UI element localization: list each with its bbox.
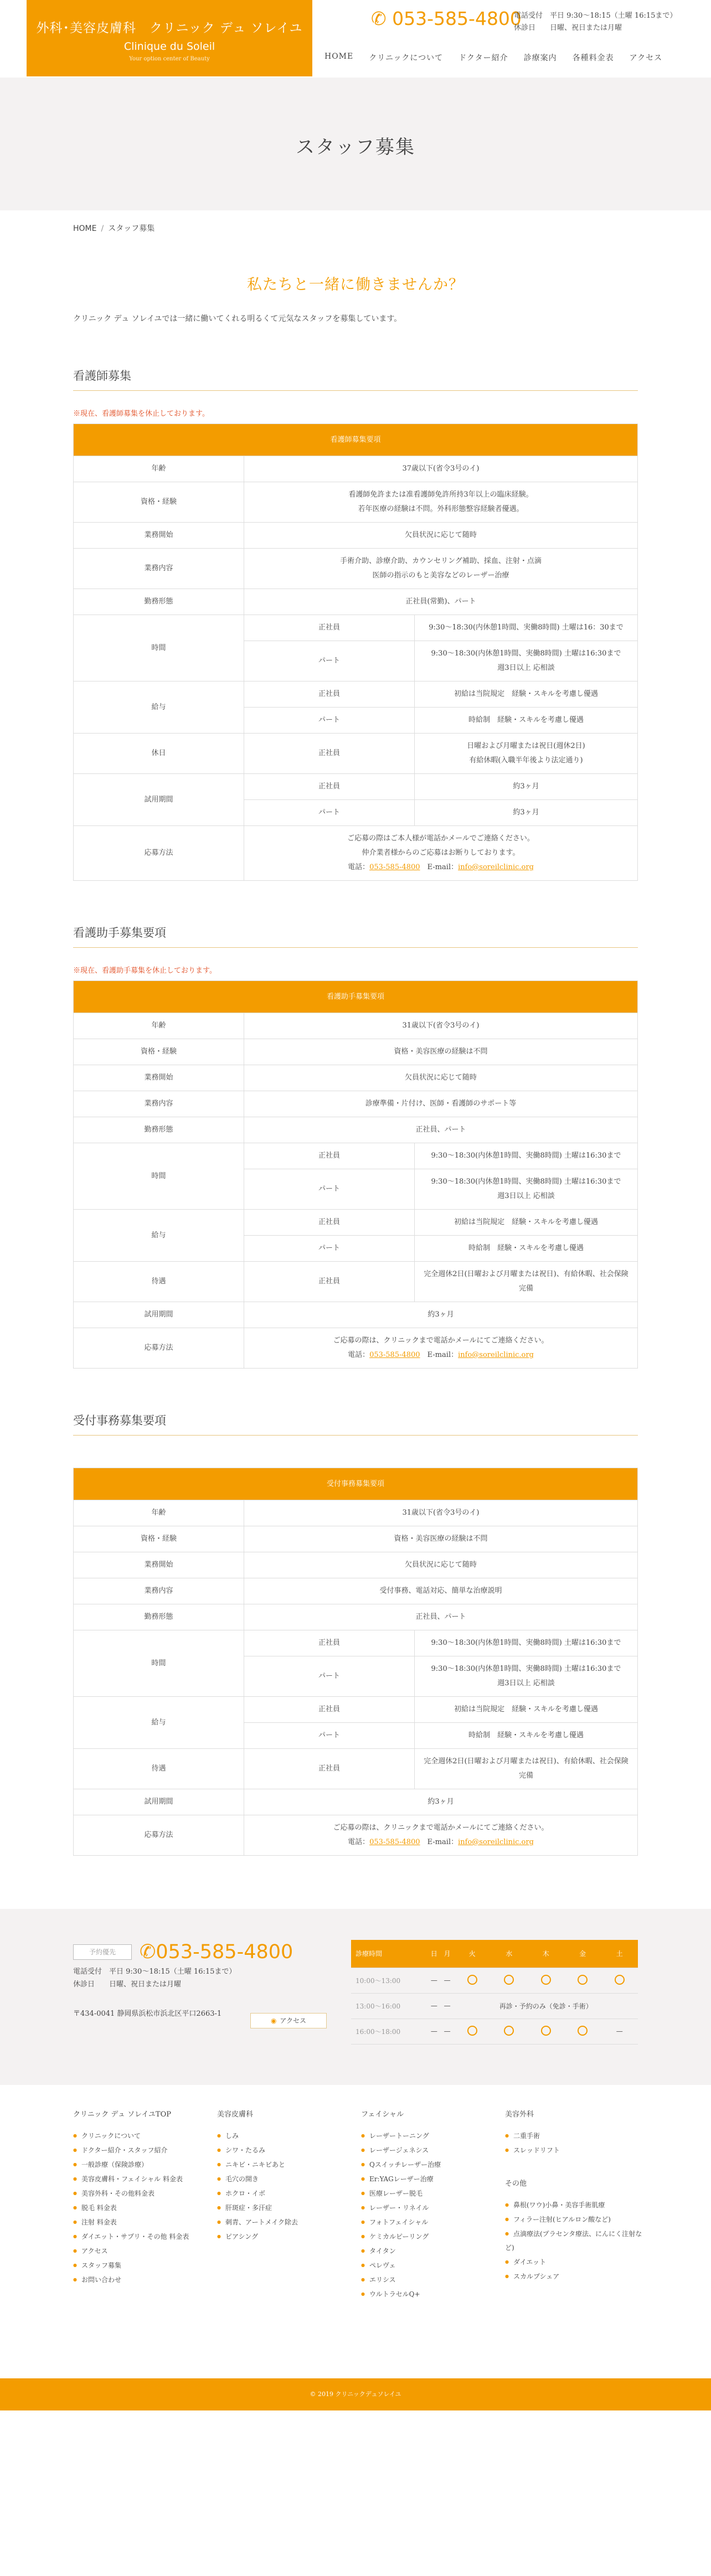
row-value: 時給制 経験・スキルを考慮し優遇: [415, 1723, 638, 1749]
apply-mail-link[interactable]: info@soreilclinic.org: [458, 1838, 534, 1846]
header-phone[interactable]: [371, 8, 522, 29]
schedule-day: 土: [601, 1940, 638, 1968]
row-value: 時給制 経験・スキルを考慮し優遇: [415, 708, 638, 734]
schedule-cell: —: [427, 1993, 441, 2019]
footer-contact: [0, 1909, 711, 2085]
row-label: 時間: [74, 1143, 244, 1210]
notice-nurse: ※現在、看護師募集を休止しております。: [73, 410, 209, 418]
row-value: 約3ヶ月: [244, 1302, 638, 1328]
text-line: 医師の指示のもと美容などのレーザー治療: [372, 571, 509, 580]
schedule-header: 診療時間: [351, 1940, 427, 1968]
schedule-cell: [454, 2019, 491, 2044]
row-label: 試用期間: [74, 1789, 244, 1815]
page-hero: [0, 78, 711, 210]
table-row: [74, 774, 638, 800]
text-line: 看護師免許または准看護師免許所持3年以上の臨床経験。: [348, 491, 533, 499]
footer-link[interactable]: ● レーザートーニング: [361, 2129, 499, 2143]
open-circle-icon: [504, 1975, 514, 1985]
schedule-cell: —: [441, 1968, 454, 1993]
footer-link[interactable]: ● お問い合わせ: [73, 2273, 212, 2287]
footer-link[interactable]: ● アクセス: [73, 2244, 212, 2258]
footer-col: [217, 2108, 356, 2244]
footer-col: [73, 2108, 212, 2287]
open-circle-icon: [467, 2026, 477, 2036]
apply-mail-link[interactable]: info@soreilclinic.org: [458, 863, 534, 871]
footer-link[interactable]: ● 鼻根(ワウ)小鼻・美容手術肌療: [505, 2198, 643, 2212]
row-value: 約3ヶ月: [415, 800, 638, 826]
open-circle-icon: [541, 1975, 551, 1985]
table-row: [74, 1143, 638, 1169]
row-label: 勤務形態: [74, 589, 244, 615]
footer-link[interactable]: ● クリニックについて: [73, 2129, 212, 2143]
schedule-note: 再診・予約のみ（免診・手術）: [454, 1993, 638, 2019]
footer-link[interactable]: ● シワ・たるみ: [217, 2143, 356, 2157]
nav-access[interactable]: アクセス: [629, 54, 663, 63]
footer-address: 〒434-0041 静岡県浜松市浜北区平口2663-1: [73, 2010, 222, 2018]
sub-label: パート: [244, 708, 415, 734]
sub-label: 正社員: [244, 615, 415, 641]
clinic-name-en: Clinique du Soleil: [123, 40, 215, 53]
table-row: [74, 549, 638, 589]
table-row: [74, 1815, 638, 1856]
apply-text: ご応募の際は、クリニックまで電話かメールにてご連絡ください。: [333, 1824, 549, 1832]
schedule-cell: [527, 1968, 564, 1993]
apply-text: ご応募の際はご本人様が電話かメールでご連絡ください。: [347, 834, 534, 843]
schedule-row: [351, 1968, 638, 1993]
table-row: [74, 1526, 638, 1552]
row-value: 約3ヶ月: [415, 774, 638, 800]
row-label: 応募方法: [74, 1815, 244, 1856]
table-row: [74, 1091, 638, 1117]
row-label: 試用期間: [74, 1302, 244, 1328]
open-circle-icon: [467, 1975, 477, 1985]
footer-link[interactable]: ● 医療レーザー脱毛: [361, 2186, 499, 2201]
footer-col: [361, 2108, 499, 2301]
row-value: [415, 1169, 638, 1210]
schedule-cell: —: [441, 1993, 454, 2019]
row-label: 業務開始: [74, 523, 244, 549]
schedule-cell: —: [601, 2019, 638, 2044]
schedule-cell: [564, 1968, 601, 1993]
schedule-cell: [601, 1968, 638, 1993]
schedule-day: 水: [491, 1940, 527, 1968]
schedule-cell: —: [427, 2019, 441, 2044]
table-row: [74, 1013, 638, 1039]
table-row: [74, 456, 638, 482]
table-row: [74, 1210, 638, 1236]
footer-col-title[interactable]: フェイシャル: [361, 2110, 404, 2119]
row-value: 37歳以下(省令3号のイ): [244, 456, 638, 482]
table-row: [74, 1262, 638, 1302]
schedule-cell: —: [441, 2019, 454, 2044]
breadcrumb-home[interactable]: HOME: [73, 224, 97, 233]
footer-link[interactable]: ● スレッドリフト: [505, 2143, 643, 2157]
schedule-table: [351, 1940, 638, 2045]
nav-services[interactable]: 診療案内: [523, 54, 557, 63]
footer-col-title[interactable]: クリニック デュ ソレイユTOP: [73, 2110, 172, 2119]
footer-link[interactable]: ● ニキビ・ニキビあと: [217, 2157, 356, 2172]
schedule-cell: [527, 2019, 564, 2044]
row-label: 勤務形態: [74, 1117, 244, 1143]
header-hours: [514, 10, 677, 34]
text-line: 若年医療の経験は不問。外科形態整容経験者優遇。: [358, 505, 524, 513]
row-label: 業務内容: [74, 1578, 244, 1604]
open-circle-icon: [504, 2026, 514, 2036]
apply-mail-label: E-mail：: [427, 1838, 458, 1846]
table-header: 受付事務募集要項: [74, 1468, 638, 1500]
notice-assistant: ※現在、看護助手募集を休止しております。: [73, 967, 217, 975]
row-value: 正社員(常勤)、パート: [244, 589, 638, 615]
row-label: 待遇: [74, 1749, 244, 1789]
sub-label: 正社員: [244, 1262, 415, 1302]
row-label: 業務開始: [74, 1065, 244, 1091]
row-label: 資格・経験: [74, 1526, 244, 1552]
clinic-name: 外科･美容皮膚科 クリニック デュ ソレイユ: [36, 21, 303, 35]
footer-hours-line: 電話受付 平日 9:30～18:15（土曜 16:15まで）: [73, 1968, 236, 1976]
access-button[interactable]: [250, 2013, 327, 2028]
text-line: 週3日以上 応相談: [497, 1679, 555, 1687]
table-row: [74, 682, 638, 708]
table-row: [74, 615, 638, 641]
row-label: 資格・経験: [74, 482, 244, 523]
footer-link[interactable]: ● レーザージェネシス: [361, 2143, 499, 2157]
row-value: 正社員、パート: [244, 1604, 638, 1630]
footer-col-title[interactable]: 美容外科: [505, 2110, 534, 2119]
row-label: 資格・経験: [74, 1039, 244, 1065]
row-value: 約3ヶ月: [244, 1789, 638, 1815]
header-closed-line: 休診日 日曜、祝日または月曜: [514, 24, 622, 32]
apply-tel-label: 電話：: [348, 1838, 370, 1846]
row-value: 初給は当院規定 経験・スキルを考慮し優遇: [415, 1697, 638, 1723]
footer-link[interactable]: ● Er:YAGレーザー治療: [361, 2172, 499, 2186]
intro-text: クリニック デュ ソレイユでは一緒に働いてくれる明るくて元気なスタッフを募集しています。: [73, 314, 402, 323]
sub-label: 正社員: [244, 1210, 415, 1236]
text-line: 日曜および月曜または祝日(週休2日): [467, 742, 585, 750]
footer-link[interactable]: ● 肝斑症・多汗症: [217, 2201, 356, 2215]
row-label: 年齢: [74, 1013, 244, 1039]
open-circle-icon: [615, 1975, 625, 1985]
sub-label: 正社員: [244, 1143, 415, 1169]
row-value: [244, 482, 638, 523]
row-label: 休日: [74, 734, 244, 774]
text-line: 9:30～18:30(内休憩1時間、実働8時間) 土曜は16:30まで: [431, 1178, 621, 1186]
row-label: 試用期間: [74, 774, 244, 826]
footer-link[interactable]: ● レーザー・リネイル: [361, 2201, 499, 2215]
page-title: スタッフ募集: [296, 136, 415, 158]
reception-table: [73, 1468, 638, 1856]
text-line: 週3日以上 応相談: [497, 664, 555, 672]
footer-link[interactable]: ● 二重手術: [505, 2129, 643, 2143]
apply-tel-link[interactable]: 053-585-4800: [369, 1351, 420, 1359]
schedule-day: 金: [564, 1940, 601, 1968]
sub-label: パート: [244, 800, 415, 826]
clinic-tagline: Your option center of Beauty: [129, 56, 210, 62]
copyright: © 2019 クリニックデュソレイユ: [0, 2378, 711, 2410]
footer-col-title[interactable]: 美容皮膚科: [217, 2110, 254, 2119]
row-value: 初給は当院規定 経験・スキルを考慮し優遇: [415, 1210, 638, 1236]
main-nav: [317, 52, 670, 63]
section-title-reception: 受付事務募集要項: [73, 1412, 638, 1436]
row-value: 欠員状況に応じて随時: [244, 1065, 638, 1091]
schedule-time: 10:00～13:00: [351, 1968, 427, 1993]
row-value: 初給は当院規定 経験・スキルを考慮し優遇: [415, 682, 638, 708]
table-row: [74, 1039, 638, 1065]
row-label: 応募方法: [74, 1328, 244, 1369]
table-row: [74, 1500, 638, 1526]
schedule-cell: [564, 2019, 601, 2044]
intro-title: 私たちと一緒に働きませんか？: [247, 276, 464, 293]
table-row: [74, 1552, 638, 1578]
row-value: 資格・美容医療の経験は不問: [244, 1039, 638, 1065]
apply-mail-label: E-mail：: [427, 1351, 458, 1359]
table-row: [74, 523, 638, 549]
footer-link[interactable]: ● ダイエット・サプリ・その他 料金表: [73, 2229, 212, 2244]
assistant-table: [73, 980, 638, 1369]
footer-link[interactable]: ● ペレヴェ: [361, 2258, 499, 2273]
text-line: 有給休暇(入職半年後より法定通り): [469, 756, 583, 765]
apply-tel-link[interactable]: 053-585-4800: [369, 863, 420, 871]
section-title-assistant: 看護助手募集要項: [73, 924, 638, 948]
apply-text: 仲介業者様からのご応募はお断りしております。: [362, 849, 520, 857]
row-label: 年齢: [74, 456, 244, 482]
apply-mail-link[interactable]: info@soreilclinic.org: [458, 1351, 534, 1359]
table-row: [74, 1328, 638, 1369]
sub-label: 正社員: [244, 1630, 415, 1656]
row-value: 受付事務、電話対応、簡単な治療説明: [244, 1578, 638, 1604]
footer-link[interactable]: ● ピアシング: [217, 2229, 356, 2244]
footer-link[interactable]: ● スカルプシェア: [505, 2269, 643, 2284]
open-circle-icon: [578, 2026, 588, 2036]
schedule-cell: —: [427, 1968, 441, 1993]
schedule-day: 日: [427, 1940, 441, 1968]
row-value: 完全週休2日(日曜および月曜または祝日)、有給休暇、社会保険完備: [415, 1749, 638, 1789]
sub-label: 正社員: [244, 734, 415, 774]
sub-label: パート: [244, 1723, 415, 1749]
header-hours-line: 電話受付 平日 9:30～18:15（土曜 16:15まで）: [514, 12, 677, 20]
access-button-label: アクセス: [280, 2017, 307, 2025]
footer-hours: [73, 1965, 236, 1991]
schedule-cell: [454, 1968, 491, 1993]
schedule-row: [351, 1993, 638, 2019]
footer-phone[interactable]: [140, 1941, 293, 1963]
row-label: 給与: [74, 1697, 244, 1749]
row-value: 9:30～18:30(内休憩1時間、実働8時間) 土曜は16:30まで: [415, 1143, 638, 1169]
row-value: [415, 734, 638, 774]
footer-link[interactable]: ● スタッフ募集: [73, 2258, 212, 2273]
row-value: 資格・美容医療の経験は不問: [244, 1526, 638, 1552]
apply-text: ご応募の際は、クリニックまで電話かメールにてご連絡ください。: [333, 1336, 549, 1345]
site-header: [0, 0, 711, 78]
table-row: [74, 1697, 638, 1723]
table-row: [74, 1604, 638, 1630]
reserve-badge: 予約優先: [73, 1944, 132, 1960]
schedule-cell: [491, 1968, 527, 1993]
sub-label: パート: [244, 641, 415, 682]
schedule-cell: [491, 2019, 527, 2044]
footer-link[interactable]: ● しみ: [217, 2129, 356, 2143]
apply-tel-label: 電話：: [348, 1351, 370, 1359]
footer-link[interactable]: ● ドクター紹介・スタッフ紹介: [73, 2143, 212, 2157]
table-row: [74, 1578, 638, 1604]
open-circle-icon: [541, 2026, 551, 2036]
footer-link[interactable]: ● ウルトラセルQ+: [361, 2287, 499, 2301]
table-header: 看護助手募集要項: [74, 981, 638, 1013]
clinic-logo[interactable]: [27, 0, 312, 76]
row-value: 時給制 経験・スキルを考慮し優遇: [415, 1236, 638, 1262]
table-row: [74, 589, 638, 615]
table-row: [74, 1117, 638, 1143]
sub-label: 正社員: [244, 1697, 415, 1723]
table-header: 看護師募集要項: [74, 424, 638, 456]
schedule-day: 木: [527, 1940, 564, 1968]
footer-link[interactable]: ● 毛穴の開き: [217, 2172, 356, 2186]
footer-link[interactable]: ● 刺青、アートメイク除去: [217, 2215, 356, 2229]
row-value: [244, 826, 638, 881]
nav-about[interactable]: クリニックについて: [369, 54, 444, 63]
apply-tel-label: 電話：: [348, 863, 370, 871]
main-content: [73, 272, 638, 1856]
footer-phone-number: 053-585-4800: [156, 1941, 293, 1963]
row-label: 応募方法: [74, 826, 244, 881]
footer-link[interactable]: ● Qスイッチレーザー治療: [361, 2157, 499, 2172]
phone-icon: ✆: [371, 8, 387, 29]
row-value: 診療準備・片付け、医師・看護師のサポート等: [244, 1091, 638, 1117]
row-value: [415, 641, 638, 682]
row-label: 業務内容: [74, 1091, 244, 1117]
schedule-day: 月: [441, 1940, 454, 1968]
table-row: [74, 482, 638, 523]
map-pin-icon: ◉: [270, 2017, 277, 2025]
footer-link[interactable]: ● 美容外科・その他料金表: [73, 2186, 212, 2201]
row-value: 欠員状況に応じて随時: [244, 1552, 638, 1578]
footer-link[interactable]: ● エリシス: [361, 2273, 499, 2287]
row-value: 正社員、パート: [244, 1117, 638, 1143]
breadcrumb: HOME / スタッフ募集: [73, 224, 155, 233]
notice-reception: [73, 1452, 638, 1462]
row-value: 完全週休2日(日曜および月曜または祝日)、有給休暇、社会保険完備: [415, 1262, 638, 1302]
row-value: 9:30～18:30(内休憩1時間、実働8時間) 土曜は16:30まで: [415, 1630, 638, 1656]
apply-mail-label: E-mail：: [427, 863, 458, 871]
footer-link[interactable]: ● ホクロ・イボ: [217, 2186, 356, 2201]
sub-label: 正社員: [244, 774, 415, 800]
row-value: 31歳以下(省令3号のイ): [244, 1500, 638, 1526]
footer-link[interactable]: ● タイタン: [361, 2244, 499, 2258]
open-circle-icon: [578, 1975, 588, 1985]
footer-link[interactable]: ● 点滴療法(プラセンタ療法、にんにく注射など): [505, 2227, 643, 2255]
text-line: 9:30～18:30(内休憩1時間、実働8時間) 土曜は16:30まで: [431, 1665, 621, 1673]
section-title-nurse: 看護師募集: [73, 367, 638, 391]
footer-col-title[interactable]: その他: [505, 2180, 527, 2188]
row-label: 給与: [74, 682, 244, 734]
footer-link[interactable]: ● 脱毛 料金表: [73, 2201, 212, 2215]
footer-link[interactable]: ● フォトフェイシャル: [361, 2215, 499, 2229]
row-label: 時間: [74, 1630, 244, 1697]
nav-home[interactable]: HOME: [324, 52, 354, 61]
footer-col: [505, 2108, 643, 2284]
row-label: 業務開始: [74, 1552, 244, 1578]
row-label: 待遇: [74, 1262, 244, 1302]
footer-closed-line: 休診日 日曜、祝日または月曜: [73, 1980, 182, 1989]
schedule-day: 火: [454, 1940, 491, 1968]
row-value: 31歳以下(省令3号のイ): [244, 1013, 638, 1039]
sub-label: パート: [244, 1169, 415, 1210]
schedule-time: 16:00～18:00: [351, 2019, 427, 2044]
footer-link[interactable]: ● 美容皮膚科・フェイシャル 料金表: [73, 2172, 212, 2186]
row-value: [244, 1815, 638, 1856]
apply-tel-link[interactable]: 053-585-4800: [369, 1838, 420, 1846]
row-label: 給与: [74, 1210, 244, 1262]
footer-link[interactable]: ● フィラー注射(ヒアルロン酸など): [505, 2212, 643, 2227]
row-value: [244, 549, 638, 589]
sub-label: パート: [244, 1236, 415, 1262]
schedule-row: [351, 2019, 638, 2044]
footer-link[interactable]: ● 一般診療（保険診療）: [73, 2157, 212, 2172]
row-value: 欠員状況に応じて随時: [244, 523, 638, 549]
nav-pricing[interactable]: 各種料金表: [572, 54, 614, 63]
row-value: 9:30～18:30(内休憩1時間、実働8時間) 土曜は16：30まで: [415, 615, 638, 641]
phone-icon: ✆: [140, 1941, 156, 1963]
table-row: [74, 1065, 638, 1091]
row-label: 業務内容: [74, 549, 244, 589]
header-phone-number: 053-585-4800: [392, 8, 522, 29]
text-line: 手術介助、診療介助、カウンセリング補助、採血、注射・点滴: [340, 557, 542, 565]
sub-label: 正社員: [244, 1749, 415, 1789]
row-label: 年齢: [74, 1500, 244, 1526]
sub-label: 正社員: [244, 682, 415, 708]
table-row: [74, 1630, 638, 1656]
row-label: 時間: [74, 615, 244, 682]
footer-links: [73, 2085, 642, 2378]
table-row: [74, 734, 638, 774]
row-label: 勤務形態: [74, 1604, 244, 1630]
row-value: [244, 1328, 638, 1369]
text-line: 週3日以上 応相談: [497, 1192, 555, 1200]
breadcrumb-current: スタッフ募集: [108, 224, 155, 233]
footer-link[interactable]: ● ダイエット: [505, 2255, 643, 2269]
sub-label: パート: [244, 1656, 415, 1697]
row-value: [415, 1656, 638, 1697]
footer-link[interactable]: ● 注射 料金表: [73, 2215, 212, 2229]
schedule-time: 13:00～16:00: [351, 1993, 427, 2019]
table-row: [74, 1789, 638, 1815]
table-row: [74, 1302, 638, 1328]
footer-link[interactable]: ● ケミカルピーリング: [361, 2229, 499, 2244]
text-line: 9:30～18:30(内休憩1時間、実働8時間) 土曜は16:30まで: [431, 649, 621, 658]
nav-doctor[interactable]: ドクター紹介: [458, 54, 508, 63]
table-row: [74, 1749, 638, 1789]
nurse-table: [73, 424, 638, 881]
table-row: [74, 826, 638, 881]
